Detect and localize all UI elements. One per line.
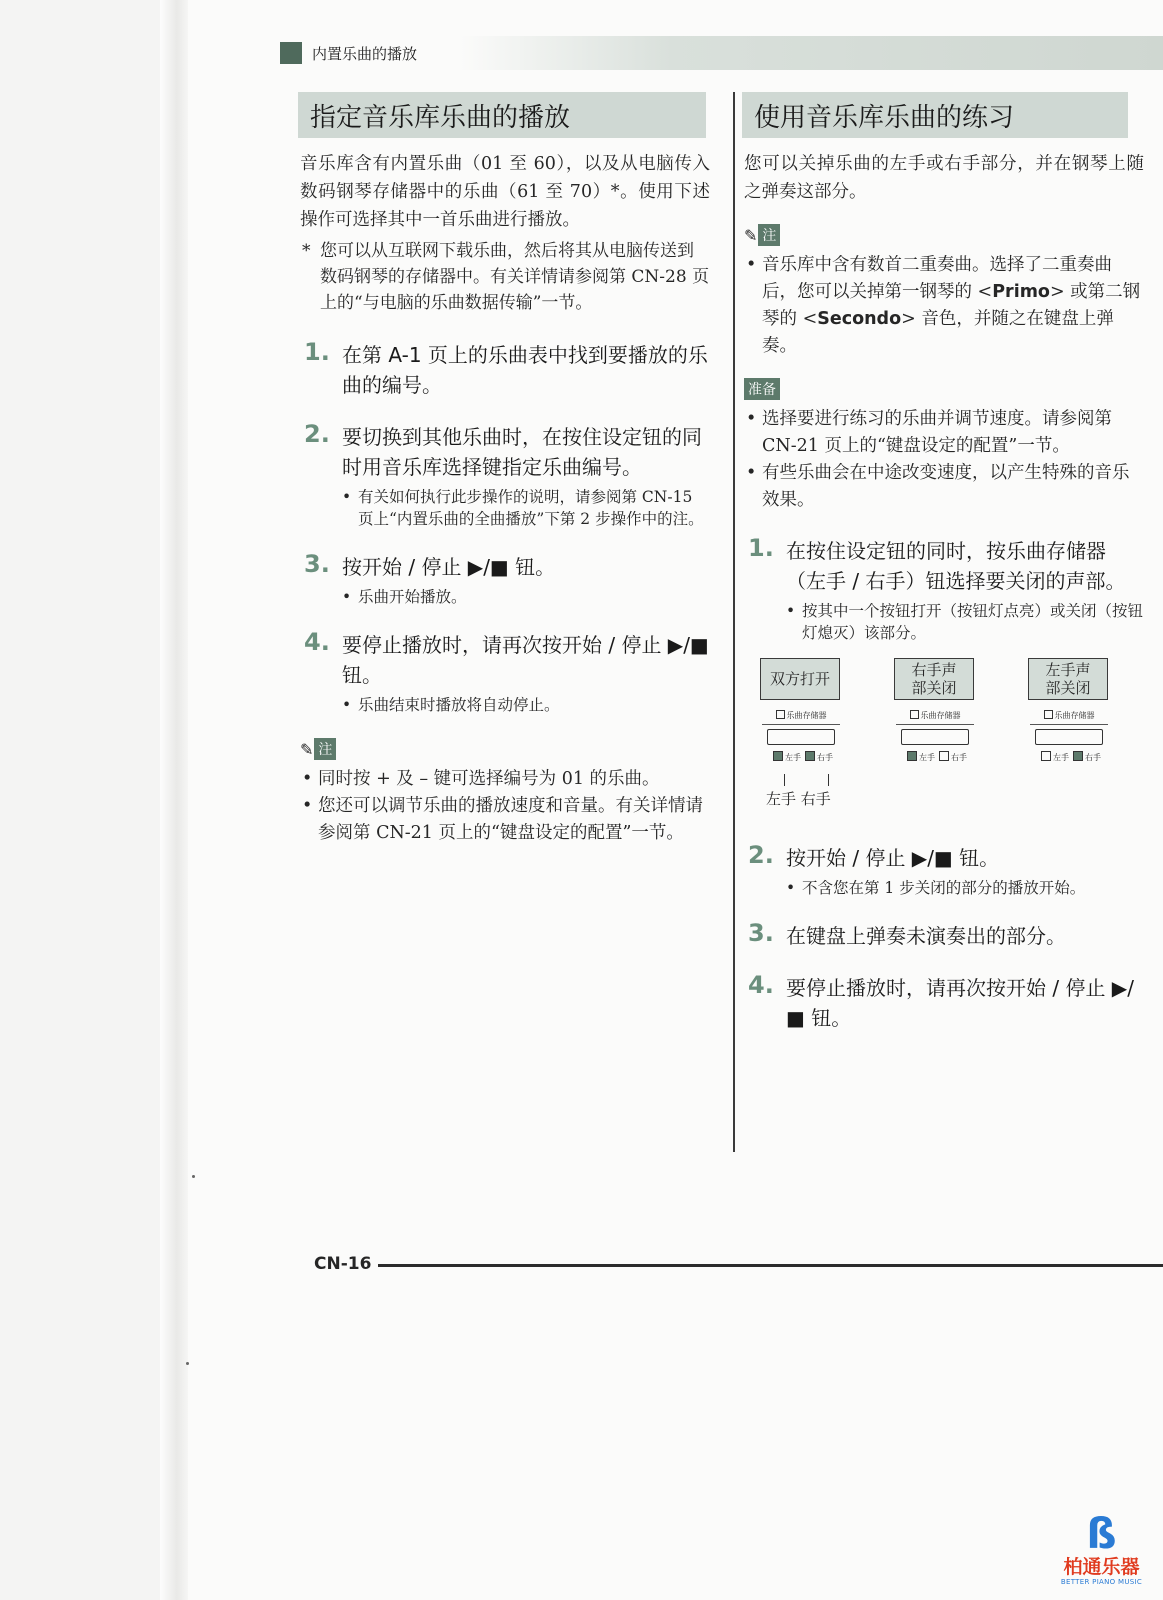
left-notes [300,766,710,847]
keyboard-icon [1035,729,1103,745]
step-text: 按开始 / 停止 ▶/■ 钮。 [786,846,1000,870]
step-subnote: • 有关如何执行此步操作的说明，请参阅第 CN-15 页上“内置乐曲的全曲播放”下第 2 步操作中的注。 [342,488,704,528]
lr-indicators [1028,751,1110,763]
left-light-icon [907,751,917,761]
panel-label: 左手声部关闭 [1028,658,1108,700]
track-button-diagram [760,658,1144,808]
panel-label: 双方打开 [760,658,840,700]
note-label: 注 [758,224,780,246]
step-number: 3. [304,550,330,578]
paper-edge-shadow [160,0,188,1600]
step-text: 在键盘上弹奏未演奏出的部分。 [786,924,1066,948]
step-number: 4. [748,971,774,999]
pencil-icon: ✎ [300,739,314,759]
right-light-icon [939,751,949,761]
note-text-part: > 或第二钢琴的 < [762,282,1141,329]
step-subnote: • 乐曲结束时播放将自动停止。 [342,696,560,714]
header-square-icon [280,42,302,64]
left-note-badge [300,738,336,760]
prep-badge [744,378,780,400]
step-text: 在按住设定钮的同时，按乐曲存储器（左手 / 右手）钮选择要关闭的声部。 [786,539,1126,593]
lr-indicators [894,751,976,763]
step-number: 1. [304,338,330,366]
right-step-4 [744,973,1144,1033]
right-column [744,92,1144,1033]
scan-speck [192,1175,195,1178]
diagram-panel-left-off [1028,658,1110,763]
note-text-part: 音乐库中含有数首二重奏曲。选择了二重奏曲后，您可以关掉第一钢琴的 < [762,255,1112,302]
step-text: 要停止播放时，请再次按开始 / 停止 ▶/■ 钮。 [786,976,1134,1030]
step-subnote-text: 乐曲结束时播放将自动停止。 [358,696,560,714]
pencil-icon: ✎ [744,225,758,245]
page-number: CN-16 [314,1254,372,1274]
diagram-caption [766,788,831,809]
step-subnote-text: 有关如何执行此步操作的说明，请参阅第 CN-15 页上“内置乐曲的全曲播放”下第 2 步操作中的注。 [358,488,704,528]
right-label: 右手 [951,753,967,762]
step-text: 按开始 / 停止 ▶/■ 钮。 [342,555,556,579]
right-label: 右手 [817,753,833,762]
step-text: 要停止播放时，请再次按开始 / 停止 ▶/■ 钮。 [342,633,709,687]
left-label: 左手 [785,753,801,762]
column-divider [733,92,735,1152]
left-step-2 [300,422,710,530]
note-item: • 同时按 + 及 – 键可选择编号为 01 的乐曲。 [302,769,660,789]
note-label: 注 [314,738,336,760]
step-number: 1. [748,534,774,562]
prep-item: • 选择要进行练习的乐曲并调节速度。请参阅第 CN-21 页上的“键盘设定的配置”一节。 [746,409,1112,456]
memory-label [760,710,842,721]
diagram-panel-right-off [894,658,976,763]
right-label: 右手 [1085,753,1101,762]
step-subnote: • 按其中一个按钮打开（按钮灯点亮）或关闭（按钮灯熄灭）该部分。 [786,602,1144,642]
keyboard-icon [767,729,835,745]
note-item-text: 同时按 + 及 – 键可选择编号为 01 的乐曲。 [318,769,660,789]
prep-label: 准备 [744,378,780,400]
left-light-icon [773,751,783,761]
right-step-3 [744,921,1144,951]
left-intro: 音乐库含有内置乐曲（01 至 60），以及从电脑传入数码钢琴存储器中的乐曲（61 至 70）*。使用下述操作可选择其中一首乐曲进行播放。 [300,154,710,230]
step-text: 要切换到其他乐曲时，在按住设定钮的同时用音乐库选择键指定乐曲编号。 [342,425,702,479]
note-item: • 音乐库中含有数首二重奏曲。选择了二重奏曲后，您可以关掉第一钢琴的 <Primo> 或第二钢琴的 <Secondo> 音色，并随之在键盘上弹奏。 [746,255,1141,356]
step-subnote-text: 不含您在第 1 步关闭的部分的播放开始。 [802,879,1086,897]
step-subnote: • 乐曲开始播放。 [342,588,467,606]
memory-label [894,710,976,721]
footnote-mark: * [302,241,311,261]
secondo-label: Secondo [817,309,902,329]
memory-label [1028,710,1110,721]
step-subnote-text: 按其中一个按钮打开（按钮灯点亮）或关闭（按钮灯熄灭）该部分。 [802,602,1144,642]
scan-speck [186,1362,189,1365]
note-item: • 您还可以调节乐曲的播放速度和音量。有关详情请参阅第 CN-21 页上的“键盘设定的配置”一节。 [302,796,703,843]
logo-cn-text: 柏通乐器 [1063,1556,1140,1578]
step-number: 4. [304,628,330,656]
right-step-1 [744,536,1144,644]
watermark-logo [1040,1509,1163,1600]
memory-label-text: 乐曲存储器 [920,711,961,720]
left-step-1 [300,340,710,400]
header-band [460,36,1163,70]
note-text-part: > 音色，并随之在键盘上弹奏。 [762,309,1114,356]
left-footnote [300,238,710,316]
left-step-4 [300,630,710,716]
left-step-3 [300,552,710,608]
right-notes [744,252,1144,360]
lr-indicators [760,751,842,763]
diagram-caption-text: 左手 右手 [766,790,831,808]
left-label: 左手 [919,753,935,762]
running-header-text: 内置乐曲的播放 [312,44,418,63]
left-section-title: 指定音乐库乐曲的播放 [298,92,706,138]
footer-rule [378,1264,1163,1267]
prep-item-text: 有些乐曲会在中途改变速度，以产生特殊的音乐效果。 [762,463,1130,510]
running-header [280,42,417,64]
footnote-text: 您可以从互联网下载乐曲，然后将其从电脑传送到数码钢琴的存储器中。有关详情请参阅第 CN-28 页上的“与电脑的乐曲数据传输”一节。 [320,241,710,313]
prep-item: • 有些乐曲会在中途改变速度，以产生特殊的音乐效果。 [746,463,1130,510]
right-note-badge [744,224,780,246]
keyboard-icon [901,729,969,745]
memory-label-text: 乐曲存储器 [1054,711,1095,720]
step-number: 2. [304,420,330,448]
step-number: 2. [748,841,774,869]
primo-label: Primo [992,282,1050,302]
right-light-icon [805,751,815,761]
logo-b-icon: ß [1086,1509,1117,1558]
right-step-2 [744,843,1144,899]
step-subnote: • 不含您在第 1 步关闭的部分的播放开始。 [786,879,1086,897]
left-label: 左手 [1053,753,1069,762]
left-light-icon [1041,751,1051,761]
step-subnote-text: 乐曲开始播放。 [358,588,467,606]
step-text: 在第 A-1 页上的乐曲表中找到要播放的乐曲的编号。 [342,343,708,397]
diagram-panel-both-on [760,658,842,763]
logo-en-text: BETTER PIANO MUSIC [1060,1578,1143,1586]
memory-label-text: 乐曲存储器 [786,711,827,720]
right-light-icon [1073,751,1083,761]
left-column [300,92,710,847]
right-section-title: 使用音乐库乐曲的练习 [742,92,1128,138]
step-number: 3. [748,919,774,947]
note-item-text: 您还可以调节乐曲的播放速度和音量。有关详情请参阅第 CN-21 页上的“键盘设定的配置”一节。 [318,796,703,843]
right-intro: 您可以关掉乐曲的左手或右手部分，并在钢琴上随之弹奏这部分。 [744,154,1144,202]
panel-label: 右手声部关闭 [894,658,974,700]
prep-items [744,406,1144,514]
prep-item-text: 选择要进行练习的乐曲并调节速度。请参阅第 CN-21 页上的“键盘设定的配置”一节。 [762,409,1112,456]
